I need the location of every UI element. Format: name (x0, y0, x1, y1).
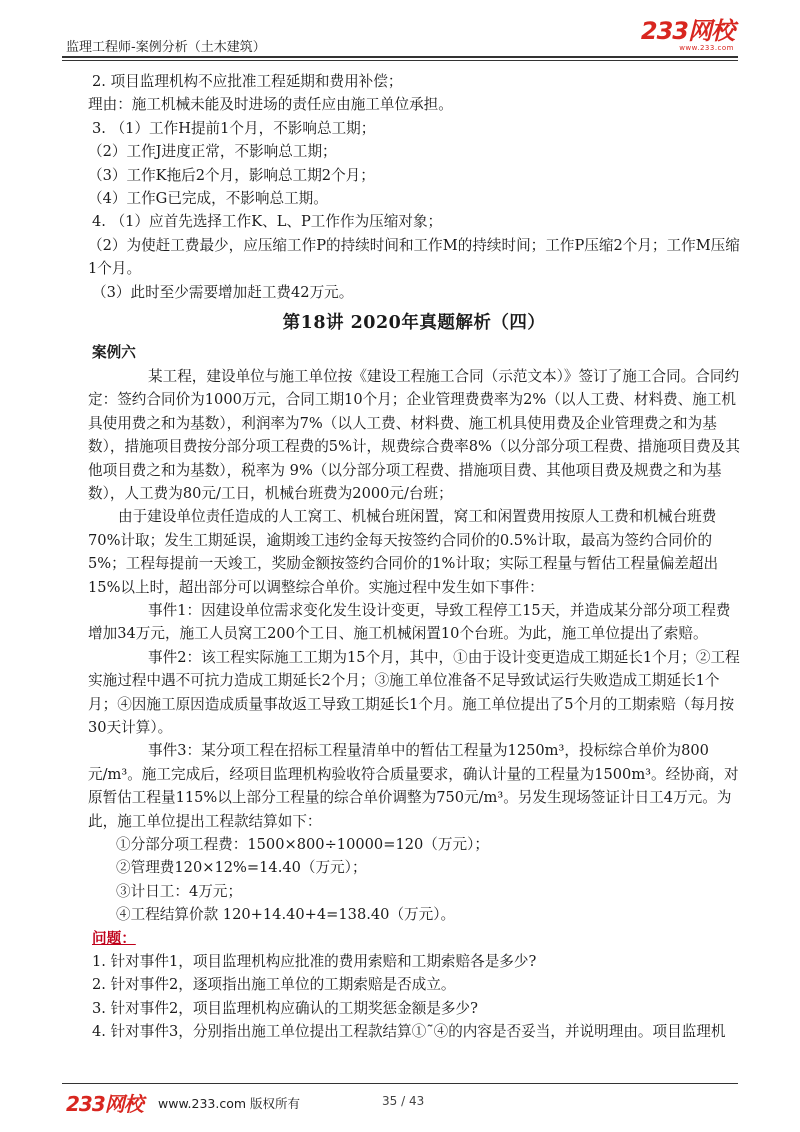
case-paragraph: 事件2：该工程实际施工工期为15个月，其中，①由于设计变更造成工期延长1个月；②工程实施过程中遇不可抗力造成工期延长2个月；③施工单位准备不足导致试运行失败造成工期延长1个月；④因施工原因造成质量事故返工导致工期延长1个月。施工单位提出了5个月的工期索赔（每月按30天计算）。 (88, 648, 740, 736)
settlement-list (88, 833, 740, 927)
case-title: 案例六 (92, 344, 136, 362)
answer-line: （3）此时至少需要增加赶工费42万元。 (92, 283, 354, 301)
page-header (62, 18, 738, 60)
answer-line: （2）为使赶工费最少，应压缩工作P的持续时间和工作M的持续时间；工作P压缩2个月；工作M压缩1个月。 (88, 236, 740, 278)
page-footer (62, 1088, 738, 1116)
footer-logo[interactable]: 233网校 (66, 1092, 143, 1116)
answer-line: （4）工作G已完成，不影响总工期。 (88, 190, 328, 208)
document-body (88, 70, 740, 1044)
settlement-item: ①分部分项工程费：1500×800÷10000=120（万元）； (116, 836, 489, 853)
questions-list (88, 950, 740, 1044)
settlement-item: ②管理费120×12%=14.40（万元）； (116, 859, 367, 877)
answer-line: 4. （1）应首先选择工作K、L、P工作作为压缩对象； (92, 213, 443, 231)
case-description (88, 365, 740, 833)
answer-line: 3. （1）工作H提前1个月，不影响总工期； (92, 119, 376, 137)
case-paragraph: 某工程，建设单位与施工单位按《建设工程施工合同（示范文本）》签订了施工合同。合同约定：签约合同价为1000万元，合同工期10个月；企业管理费费率为2%（以人工费、材料费、施工机具使用费之和为基数），利润率为7%（以人工费、材料费、施工机具使用费及企业管理费之和为基数），措施项目费按分部分项工程费的5%计，规费综合费率8%（以分部分项工程费、措施项目费及其他项目费之和为基数），税率为 9%（以分部分项工程费、措施项目费、其他项目费及规费之和为基数），人工费为80元/工日，机械台班费为2000元/台班； (88, 367, 740, 502)
logo-url: www.233.com (679, 44, 734, 52)
settlement-item: ③计日工：4万元； (116, 882, 243, 900)
case-paragraph: 事件3：某分项工程在招标工程量清单中的暂估工程量为1250m³，投标综合单价为800元/m³。施工完成后，经项目监理机构验收符合质量要求，确认计量的工程量为1500m³。经协商，对原暂估工程量115%以上部分工程量的综合单价调整为750元/m³。另发生现场签证计日工4万元。为此，施工单位提出工程款结算如下： (88, 742, 739, 830)
logo-text: 233网校 (640, 17, 734, 45)
lecture-title: 第18讲 2020年真题解析（四） (282, 313, 546, 334)
header-title: 监理工程师-案例分析（土木建筑） (66, 40, 266, 55)
answer-line: （2）工作J进度正常，不影响总工期； (88, 143, 337, 161)
question-item: 2. 针对事件2，逐项指出施工单位的工期索赔是否成立。 (92, 976, 456, 994)
brand-logo[interactable] (641, 18, 734, 53)
question-item: 3. 针对事件2，项目监理机构应确认的工期奖惩金额是多少? (92, 999, 478, 1017)
case-paragraph: 由于建设单位责任造成的人工窝工、机械台班闲置，窝工和闲置费用按原人工费和机械台班费70%计取；发生工期延误，逾期竣工违约金每天按签约合同价的0.5%计取，最高为签约合同价的5%；工程每提前一天竣工，奖励金额按签约合同价的1%计取；实际工程量与暂估工程量偏差超出15%以上时，超出部分可以调整综合单价。实施过程中发生如下事件： (88, 508, 719, 596)
questions-title: 问题： (92, 929, 136, 947)
answer-line: 2. 项目监理机构不应批准工程延期和费用补偿； (92, 73, 403, 90)
case-paragraph: 事件1：因建设单位需求变化发生设计变更，导致工程停工15天，并造成某分部分项工程费增加34万元，施工人员窝工200个工日、施工机械闲置10个台班。为此，施工单位提出了索赔。 (88, 601, 731, 643)
answer-line: 理由：施工机械未能及时进场的责任应由施工单位承担。 (88, 96, 453, 114)
answer-line: （3）工作K拖后2个月，影响总工期2个月； (88, 166, 375, 184)
question-item: 1. 针对事件1，项目监理机构应批准的费用索赔和工期索赔各是多少? (92, 953, 537, 971)
header-divider-thin (62, 60, 738, 61)
footer-divider (62, 1083, 738, 1084)
header-divider (62, 56, 738, 58)
previous-answers (88, 70, 740, 304)
question-item: 4. 针对事件3，分别指出施工单位提出工程款结算①˜④的内容是否妥当，并说明理由。项目监理机 (92, 1023, 726, 1041)
settlement-item: ④工程结算价款 120+14.40+4=138.40（万元）。 (116, 906, 456, 924)
page-number: 35 / 43 (382, 1094, 425, 1108)
footer-copyright: www.233.com 版权所有 (158, 1096, 300, 1111)
